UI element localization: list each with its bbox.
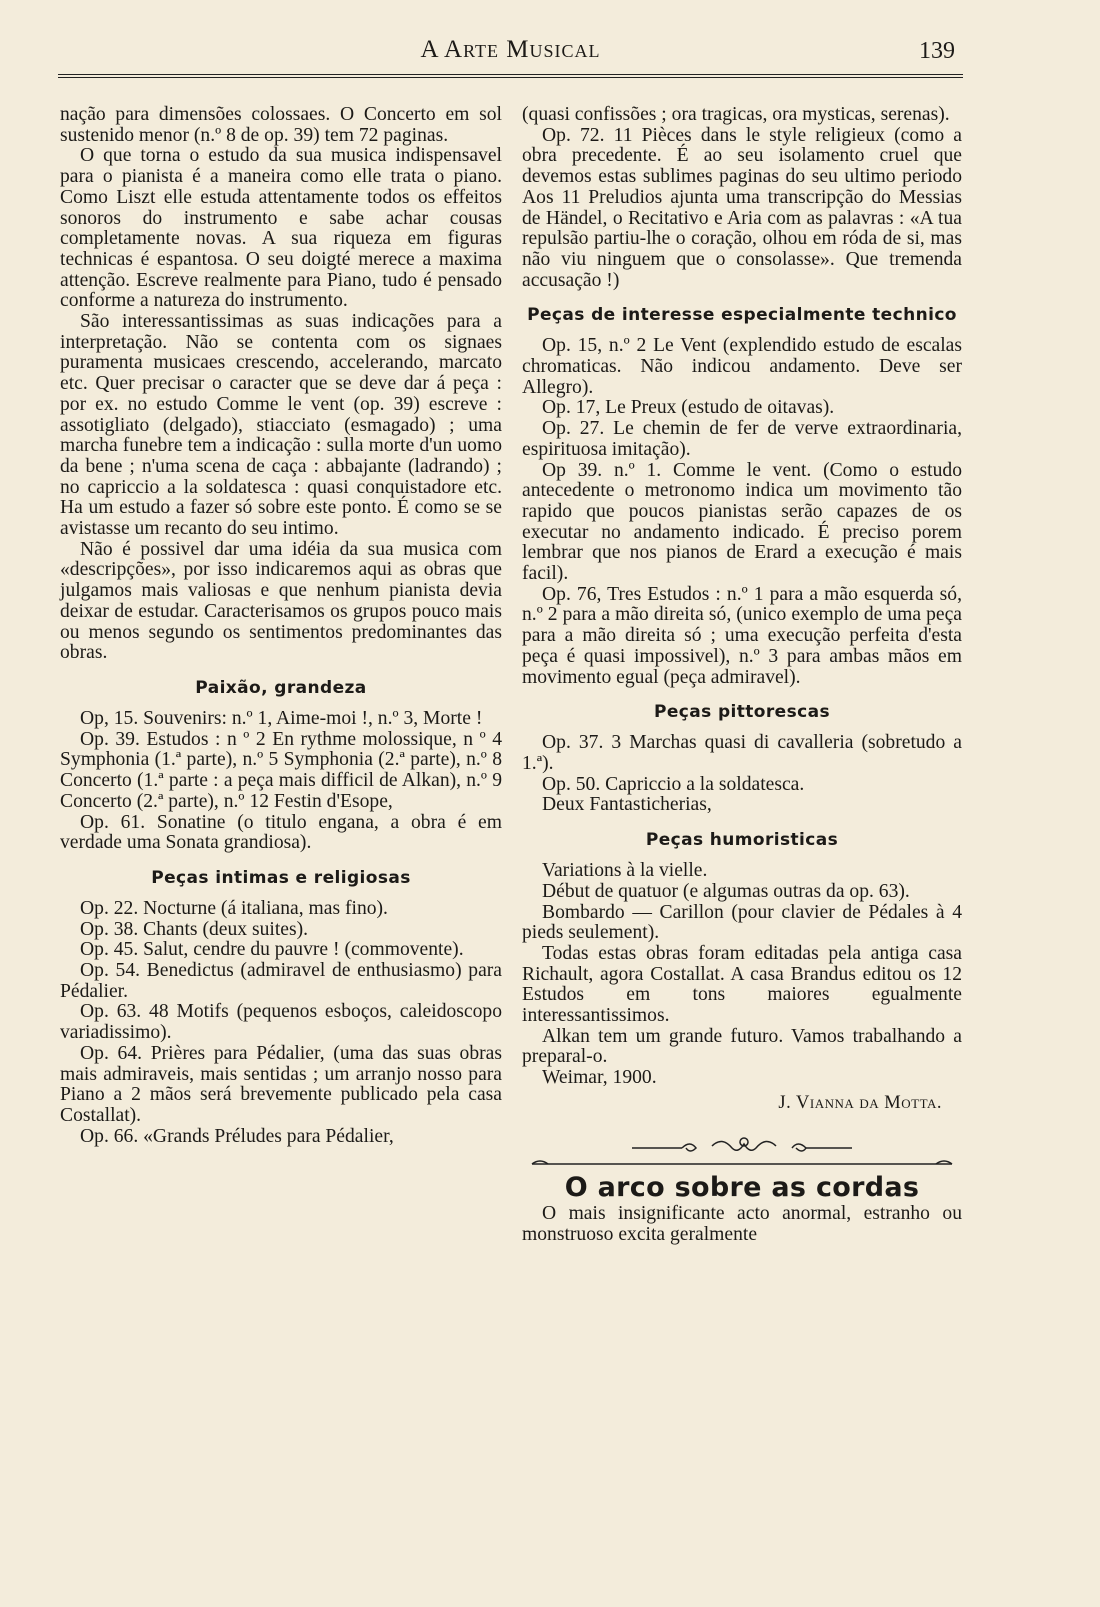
right-column xyxy=(522,105,962,1246)
paragraph: São interessantissimas as suas indicações para a interpretação. Não se contenta com os signaes puramenta musicaes crescendo, accelerando, marcato etc. Quer precisar o caracter que se deve dar á peça : por ex. no estudo Comme le vent (op. 39) escreve : assotigliato (delgado), stiacciato (esmagado) ; uma marcha funebre tem a indicação : sulla morte d'un uomo da bene ; n'uma scena de caça : abbajante (ladrando) ; no capriccio a la soldatesca : quasi conquistadore etc. Ha um estudo a fazer só sobre este ponto. É como se se avistasse um recanto do seu intimo. xyxy=(60,311,502,540)
paragraph: O mais insignificante acto anormal, estranho ou monstruoso excita geralmente xyxy=(522,1203,962,1245)
work-entry: Op. 39. Estudos : n º 2 En rythme molossique, n º 4 Symphonia (1.ª parte), n.º 5 Symphonia (2.ª parte), n.º 8 Concerto (1.ª parte : a peça mais difficil de Alkan), n.º 9 Concerto (2.ª parte), n.º 12 Festin d'Esope, xyxy=(60,728,502,812)
work-entry: Op. 63. 48 Motifs (pequenos esboços, caleidoscopo variadissimo). xyxy=(60,1001,502,1044)
dateline: Weimar, 1900. xyxy=(542,1067,657,1089)
section-heading: Peças humoristicas xyxy=(645,830,839,851)
paragraph: Alkan tem um grande futuro. Vamos trabalhando a preparal-o. xyxy=(522,1025,962,1068)
work-entry: Début de quatuor (e algumas outras da op. 63). xyxy=(542,880,910,902)
work-entry: Op, 15. Souvenirs: n.º 1, Aime-moi !, n.º 3, Morte ! xyxy=(80,707,483,729)
work-entry: Variations à la vielle. xyxy=(542,860,708,882)
section-heading: Peças pittorescas xyxy=(653,702,830,723)
section-heading: Paixão, grandeza xyxy=(195,677,367,698)
running-title: A Arte Musical xyxy=(420,36,601,63)
work-entry: Op. 72. 11 Pièces dans le style religieux (como a obra precedente. É ao seu isolamento cruel que devemos estas sublimes paginas do seu ultimo periodo Aos 11 Preludios ajunta uma transcripção do Messias de Händel, o Recitativo e Aria com as palavras : «A tua repulsão partiu-lhe o coração, olhou em róda de si, mas não viu ninguem que o consolasse». Que tremenda accusação !) xyxy=(522,124,962,291)
work-entry: Op. 64. Prières para Pédalier, (uma das suas obras mais admiraveis, mais sentidas ; um arranjo nosso para Piano a 2 mãos será brevemente publicado pela casa Costallat). xyxy=(60,1042,502,1126)
header-rule xyxy=(58,74,963,78)
work-entry: Bombardo — Carillon (pour clavier de Pédales à 4 pieds seulement). xyxy=(522,901,962,944)
work-entry: Op. 22. Nocturne (á italiana, mas fino). xyxy=(80,897,388,919)
section-heading: Peças de interesse especialmente technico xyxy=(527,305,957,326)
author-signature: J. Vianna da Motta. xyxy=(778,1092,942,1113)
work-entry: (quasi confissões ; ora tragicas, ora mysticas, serenas). xyxy=(522,104,950,125)
paragraph: Não é possivel dar uma idéia da sua musica com «descripções», por isso indicaremos aqui as obras que julgamos mais valiosas e que nenhum pianista devia deixar de estudar. Caracterisamos os grupos pouco mais ou menos segundo os sentimentos predominantes das obras. xyxy=(60,538,502,664)
work-entry: Op 39. n.º 1. Comme le vent. (Como o estudo antecedente o metronomo indica um movimento tão rapido que poucos pianistas serão capazes de os executar no andamento indicado. É preciso porem lembrar que nos pianos de Erard a execução é mais facil). xyxy=(522,459,962,585)
work-entry: Op. 76, Tres Estudos : n.º 1 para a mão esquerda só, n.º 2 para a mão direita só, (unico exemplo de uma peça para a mão direita só ; uma execução perfeita d'esta peça é quasi impossivel), n.º 3 para ambas mãos em movimento egual (peça admiravel). xyxy=(522,583,962,688)
page-header xyxy=(58,36,963,76)
paragraph: O que torna o estudo da sua musica indispensavel para o pianista é a maneira como elle trata o piano. Como Liszt elle estuda attentamente todos os effeitos sonoros do instrumento e sabe achar cousas completamente novas. A sua riqueza em figuras technicas é espantosa. O seu doigté merece a maxima attenção. Escreve realmente para Piano, tudo é pensado conforme a natureza do instrumento. xyxy=(60,145,502,312)
section-heading: Peças intimas e religiosas xyxy=(151,867,411,888)
paragraph: nação para dimensões colossaes. O Concerto em sol sustenido menor (n.º 8 de op. 39) tem 72 paginas. xyxy=(60,104,502,146)
work-entry: Op. 27. Le chemin de fer de verve extraordinaria, espirituosa imitação). xyxy=(522,418,962,460)
work-entry: Op. 45. Salut, cendre du pauvre ! (commovente). xyxy=(80,939,464,961)
work-entry: Op. 15, n.º 2 Le Vent (explendido estudo de escalas chromaticas. Não indicou andamento. Deve ser Allegro). xyxy=(522,335,962,398)
work-entry: Op. 54. Benedictus (admiravel de enthusiasmo) para Pédalier. xyxy=(60,960,502,1002)
work-entry: Op. 50. Capriccio a la soldatesca. xyxy=(542,773,805,795)
work-entry: Op. 66. «Grands Préludes para Pédalier, xyxy=(80,1125,394,1147)
work-entry: Op. 17, Le Preux (estudo de oitavas). xyxy=(542,397,835,419)
work-entry: Op. 37. 3 Marchas quasi di cavalleria (sobretudo a 1.ª). xyxy=(522,732,962,774)
paragraph: Todas estas obras foram editadas pela antiga casa Richault, agora Costallat. A casa Brandus editou os 12 Estudos em tons maiores egualmente interessantissimos. xyxy=(522,942,962,1027)
page-number: 139 xyxy=(919,38,955,64)
work-entry: Op. 38. Chants (deux suites). xyxy=(80,918,309,940)
ornament-divider-icon xyxy=(522,1134,962,1170)
article-title: O arco sobre as cordas xyxy=(564,1171,920,1203)
work-entry: Deux Fantasticherias, xyxy=(542,794,712,816)
work-entry: Op. 61. Sonatine (o titulo engana, a obra é em verdade uma Sonata grandiosa). xyxy=(60,811,502,854)
left-column xyxy=(60,105,502,1147)
